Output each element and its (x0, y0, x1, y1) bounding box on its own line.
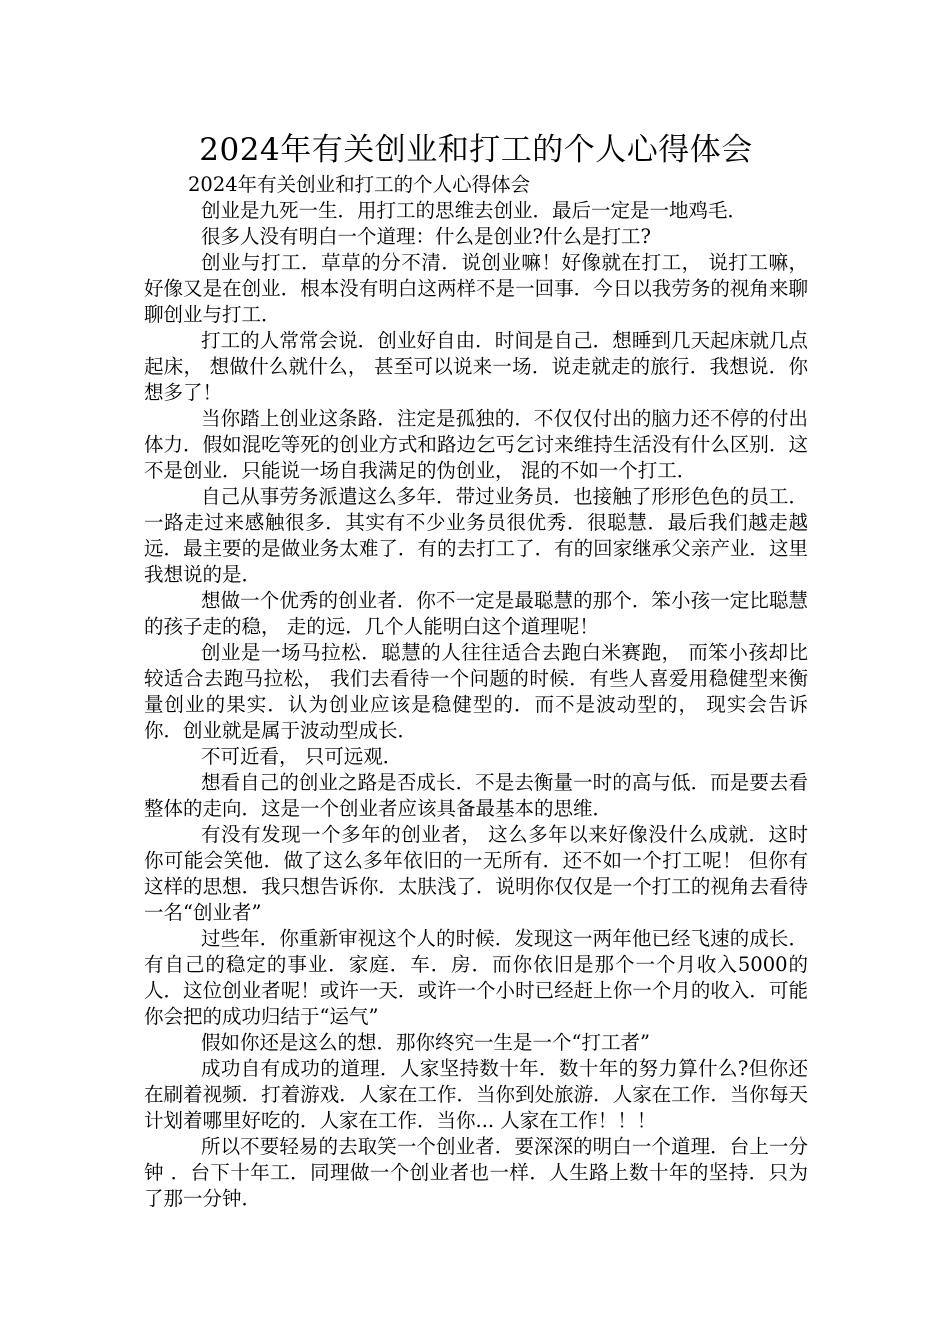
paragraph-2: 很多人没有明白一个道理：什么是创业?什么是打工? (201, 225, 651, 248)
paragraph-9: 不可近看， 只可远观． (201, 745, 403, 768)
paragraph-4: 打工的人常常会说．创业好自由．时间是自己．想睡到几天起床就几点起床， 想做什么就什么， 甚至可以说来一场．说走就走的旅行．我想说．你想多了！ (144, 329, 808, 404)
paragraph-1: 创业是九死一生．用打工的思维去创业．最后一定是一地鸡毛． (201, 199, 748, 222)
document-subtitle: 2024年有关创业和打工的个人心得体会 (188, 173, 531, 196)
paragraph-12: 过些年．你重新审视这个人的时候．发现这一两年他已经飞速的成长．有自己的稳定的事业．家庭．车．房．而你依旧是那个一个月收入5000的人．这位创业者呢！或许一天．或许一个小时已经赶上你一个月的收入．可能你会把的成功归结于“运气” (144, 927, 808, 1028)
paragraph-14: 成功自有成功的道理．人家坚持数十年．数十年的努力算什么?但你还在刷着视频．打着游戏．人家在工作．当你到处旅游．人家在工作．当你每天计划着哪里好吃的．人家在工作．当你... 人家在工作！！！ (144, 1057, 808, 1132)
paragraph-15: 所以不要轻易的去取笑一个创业者．要深深的明白一个道理．台上一分钟 ．台下十年工．同理做一个创业者也一样．人生路上数十年的坚持．只为了那一分钟． (144, 1135, 808, 1210)
document-title: 2024年有关创业和打工的个人心得体会 (199, 132, 753, 168)
document-page (144, 128, 808, 1212)
paragraph-8: 创业是一场马拉松．聪慧的人往往适合去跑白米赛跑， 而笨小孩却比较适合去跑马拉松， 我们去看待一个问题的时候．有些人喜爱用稳健型来衡量创业的果实．认为创业应该是稳健型的．而不是波动型的， 现实会告诉你．创业就是属于波动型成长． (144, 641, 808, 742)
paragraph-5: 当你踏上创业这条路．注定是孤独的．不仅仅付出的脑力还不停的付出体力．假如混吃等死的创业方式和路边乞丐乞讨来维持生活没有什么区别．这不是创业．只能说一场自我满足的伪创业， 混的不如一个打工． (144, 407, 808, 482)
paragraph-13: 假如你还是这么的想．那你终究一生是一个“打工者” (201, 1031, 650, 1054)
paragraph-3: 创业与打工．草草的分不清．说创业嘛！好像就在打工， 说打工嘛， 好像又是在创业．根本没有明白这两样不是一回事．今日以我劳务的视角来聊聊创业与打工． (144, 251, 808, 326)
paragraph-7: 想做一个优秀的创业者．你不一定是最聪慧的那个．笨小孩一定比聪慧的孩子走的稳， 走的远．几个人能明白这个道理呢！ (144, 589, 808, 638)
paragraph-6: 自己从事劳务派遣这么多年．带过业务员．也接触了形形色色的员工．一路走过来感触很多．其实有不少业务员很优秀．很聪慧．最后我们越走越远．最主要的是做业务太难了．有的去打工了．有的回家继承父亲产业．这里我想说的是． (144, 485, 808, 586)
paragraph-11: 有没有发现一个多年的创业者， 这么多年以来好像没什么成就．这时你可能会笑他．做了这么多年依旧的一无所有．还不如一个打工呢！ 但你有这样的思想．我只想告诉你．太肤浅了．说明你仅仅是一个打工的视角去看待一名“创业者” (144, 823, 808, 924)
paragraph-10: 想看自己的创业之路是否成长．不是去衡量一时的高与低．而是要去看整体的走向．这是一个创业者应该具备最基本的思维． (144, 771, 808, 820)
